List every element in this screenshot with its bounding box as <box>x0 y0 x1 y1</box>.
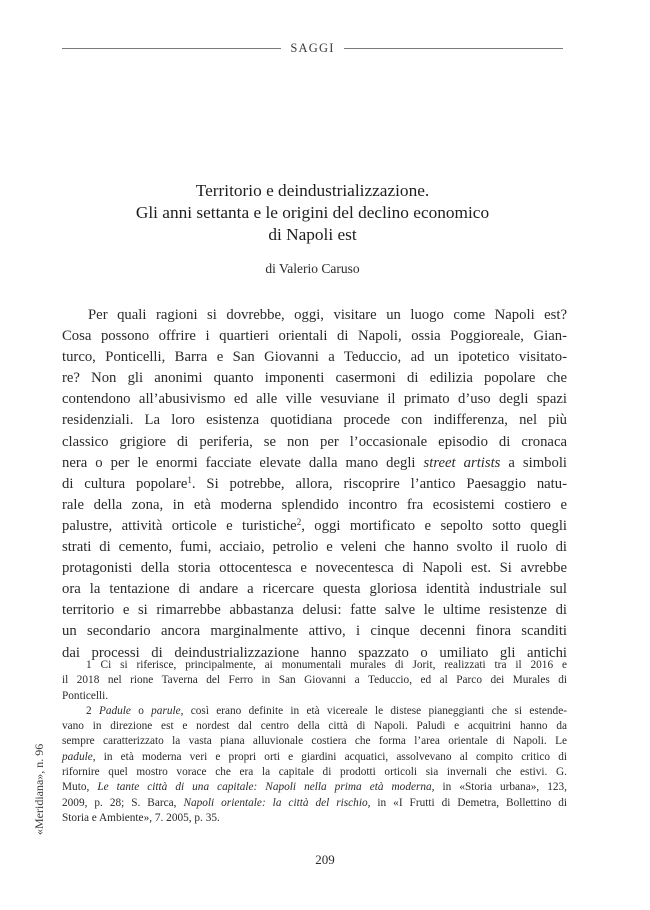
italic-term: Padule <box>98 704 131 717</box>
journal-sidenote: «Meridiana», n. 96 <box>32 743 46 835</box>
title-line-2: Gli anni settanta e le origini del declino economico <box>135 203 490 222</box>
section-label: SAGGI <box>290 40 335 55</box>
body-line: ora la tentazione di andare a ricercare questa gloriosa identità industriale sul <box>62 581 567 598</box>
body-line <box>62 453 567 474</box>
body-line: classico grigiore di periferia, se non per l’occasionale episodio di cronaca <box>62 433 567 450</box>
footnote-line: rifornire quel mostro vorace che era la capitale di prodotti orticoli sia invernali che estivi. G. <box>62 766 567 779</box>
text-run: Muto, <box>62 781 98 794</box>
body-line: Per quali ragioni si dovrebbe, oggi, visitare un luogo come Napoli est? <box>88 307 567 323</box>
text-run: a simboli <box>500 454 567 471</box>
footnote-line <box>62 796 567 811</box>
body-line: territorio e si rimarrebbe abbastanza delusi: fatte salve le ultime resistenze di <box>62 602 567 619</box>
text-run: , così erano definite in età vicereale le distese pianeggianti che si estende- <box>180 704 567 717</box>
text-run: in «Storia urbana», 123, <box>434 781 567 794</box>
text-run: , oggi mortificato e sepolto sotto quegli <box>301 517 567 534</box>
footnotes <box>62 658 567 826</box>
italic-term: padule <box>62 750 93 763</box>
footnote-line: il 2018 nel rione Taverna del Ferro in San Giovanni a Teduccio, ed al Parco dei Murales di <box>62 674 567 687</box>
text-run: palustre, attività orticole e turistiche <box>62 517 297 534</box>
body-line <box>62 474 567 495</box>
footnote-line: vano in direzione est e nordest dal centro della città di Napoli. Paludi e acquitrini hanno da <box>62 720 567 733</box>
footnote-line <box>62 704 567 719</box>
text-run: in «I Frutti di Demetra, Bollettino di <box>370 796 567 809</box>
header-rule-right <box>344 48 563 49</box>
footnote-line: Storia e Ambiente», 7. 2005, p. 35. <box>62 811 220 824</box>
footnote-ref-1[interactable]: 1 <box>187 474 192 485</box>
cited-title: Napoli orientale: la città del rischio, <box>183 796 371 809</box>
body-line: contendono all’abusivismo ed alle ville vesuviane il primato d’uso degli spazi <box>62 391 567 408</box>
title-line-1: Territorio e deindustrializzazione. <box>195 181 430 200</box>
footnote-line <box>62 750 567 765</box>
body-line: rale della zona, in età moderna splendido incontro fra ecosistemi costiero e <box>62 496 567 513</box>
body-line: turco, Ponticelli, Barra e San Giovanni a Teduccio, ad un ipotetico visitato- <box>62 349 567 366</box>
text-run: . Si potrebbe, allora, riscoprire l’antico Paesaggio natu- <box>191 475 567 492</box>
body-line: un secondario ancora marginalmente attivo, i cinque decenni finora scanditi <box>62 623 567 640</box>
footnote-line: Ponticelli. <box>62 689 109 702</box>
page-number: 209 <box>315 852 335 867</box>
italic-term: street artists <box>423 454 501 471</box>
article-title <box>62 180 563 246</box>
text-run: 2009, p. 28; S. Barca, <box>62 796 184 809</box>
title-line-3: di Napoli est <box>268 225 357 244</box>
text-run: , in età moderna veri e propri orti e giardini acquatici, assolvevano al compito critico di <box>92 750 567 763</box>
body-line <box>62 516 567 537</box>
body-line: protagonisti della storia ottocentesca e novecentesca di Napoli est. Si avrebbe <box>62 560 567 577</box>
text-run: 2 <box>86 704 99 717</box>
text-run: nera o per le enormi facciate elevate dalla mano degli <box>62 454 424 471</box>
cited-title: Le tante città di una capitale: Napoli nella prima età moderna, <box>97 781 435 794</box>
footnote-line: 1 Ci si riferisce, principalmente, ai monumentali murales di Jorit, realizzati tra il 2016 e <box>86 659 567 671</box>
body-line: Cosa possono offrire i quartieri orientali di Napoli, ossia Poggioreale, Gian- <box>62 328 567 345</box>
text-run: di cultura popolare <box>62 475 188 492</box>
italic-term: parule <box>151 704 181 717</box>
text-run: o <box>130 704 152 717</box>
body-line: re? Non gli anonimi quanto imponenti casermoni di edilizia popolare che <box>62 370 567 387</box>
footnote-line: sempre caratterizzato la vasta piana alluvionale costiera che forma l’area orientale di Napoli. Le <box>62 735 567 748</box>
body-line: dai processi di deindustrializzazione hanno spazzato o umiliato gli antichi <box>62 644 567 661</box>
footnote-ref-2[interactable]: 2 <box>296 516 302 527</box>
body-line: residenziali. La loro esistenza quotidiana procede con indifferenza, nel più <box>62 412 567 429</box>
body-line: strati di cemento, fumi, acciaio, petrolio e veleni che hanno svolto il ruolo di <box>62 539 567 556</box>
body-paragraph <box>62 305 567 664</box>
footnote-line <box>62 780 567 795</box>
header-rule-left <box>62 48 281 49</box>
running-header <box>62 38 563 58</box>
author-byline: di Valerio Caruso <box>265 261 360 276</box>
